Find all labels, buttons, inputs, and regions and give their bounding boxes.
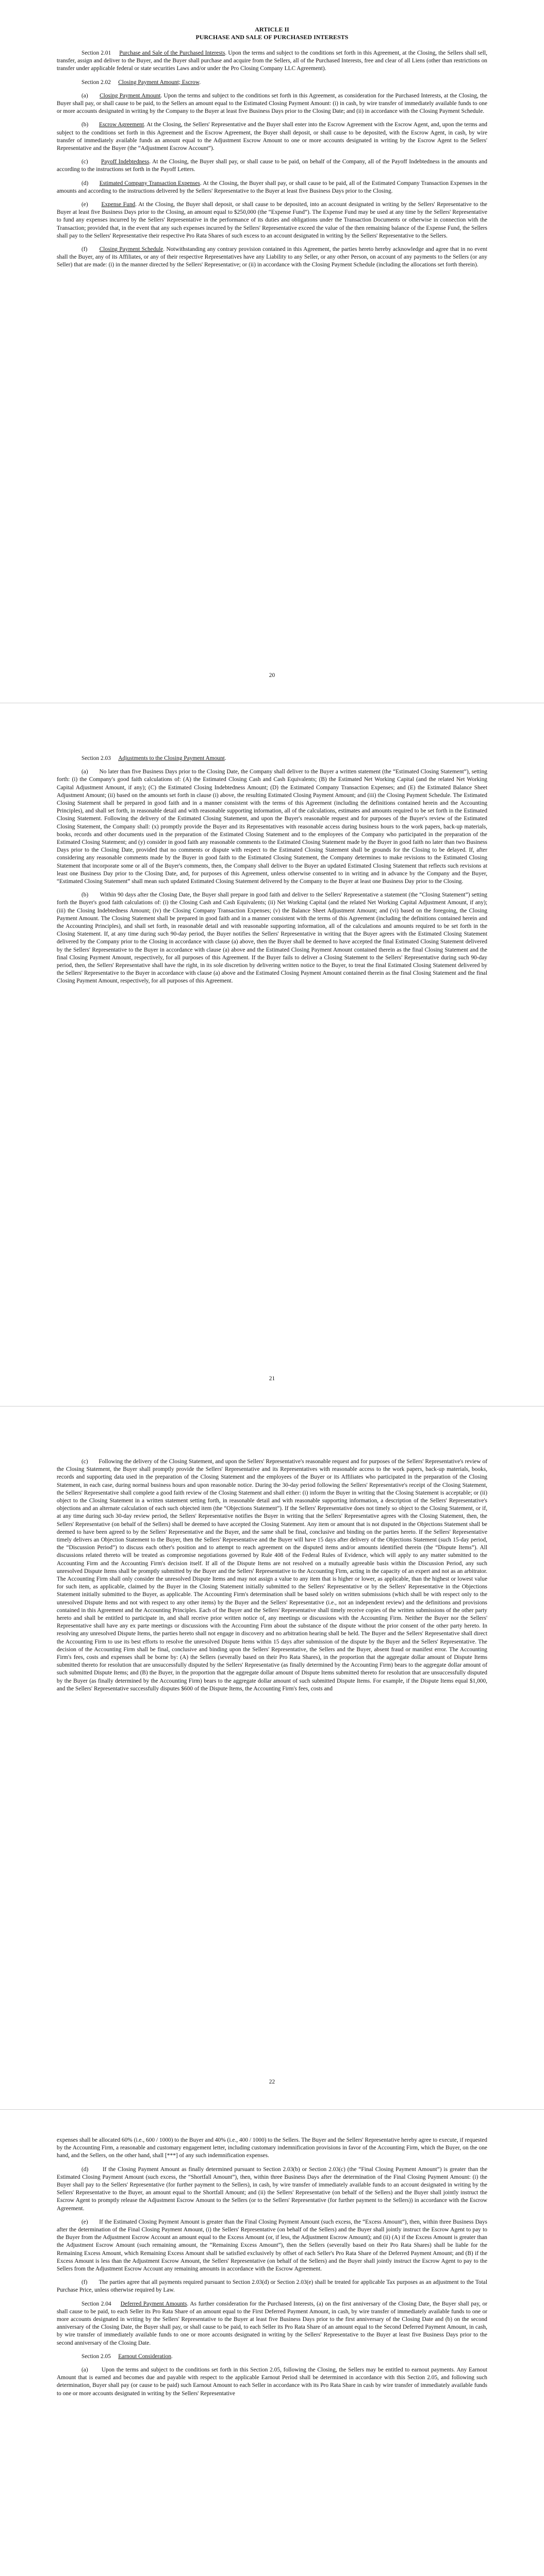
page-content <box>57 755 487 991</box>
section-title: Closing Payment Amount; Escrow <box>118 79 200 86</box>
section-number: Section 2.05 <box>81 2353 111 2360</box>
section-2-05: Section 2.05 Earnout Consideration. <box>81 2353 173 2360</box>
paragraph-label: (b) <box>81 892 89 899</box>
paragraph-2-02-c <box>57 158 487 174</box>
section-2-01 <box>57 49 487 73</box>
section-2-03: Section 2.03 Adjustments to the Closing Payment Amount. <box>81 755 226 761</box>
section-number: Section 2.01 <box>81 50 111 56</box>
paragraph-text: . At the Closing, the Buyer shall pay, or shall cause to be paid, on behalf of the Company, all of the Payoff Indebtedness in the amounts and according to the instructions set forth in the Payoff Letters. <box>57 159 487 173</box>
paragraph-label: (a) <box>81 92 88 99</box>
paragraph-title: Payoff Indebtedness <box>101 159 150 165</box>
paragraph-2-05-a <box>57 2366 487 2398</box>
paragraph-text: . At the Closing, the Sellers' Representative and the Buyer shall enter into the Escrow Agreement with the Escrow Agent, and, upon the terms and subject to the conditions set forth in this Agreement and the Escrow Agreement, the Buyer shall deposit, or shall cause to be deposited, with the Escrow Agent, in cash, by wire transfer of immediately available funds an amount equal to the Adjustment Escrow Amount to one or more accounts designated in writing by the Escrow Agent to the Sellers' Representative and the Buyer (the “Adjustment Escrow Account”). <box>57 122 488 152</box>
paragraph-2-02-f <box>57 246 487 269</box>
paragraph-label: (d) <box>81 2166 89 2173</box>
paragraph-2-03-f <box>57 2279 487 2294</box>
paragraph-2-03-c <box>57 1458 487 1693</box>
paragraph-label: (d) <box>81 180 89 187</box>
article-subtitle: PURCHASE AND SALE OF PURCHASED INTERESTS <box>195 33 349 41</box>
section-2-02: Section 2.02 Closing Payment Amount; Escrow. <box>81 79 201 86</box>
page-number: 20 <box>269 672 275 679</box>
paragraph-title: Closing Payment Schedule <box>99 246 163 253</box>
paragraph-text: . Upon the terms and subject to the conditions set forth in this Agreement, as consideration for the Purchased Interests, at the Closing, the Buyer shall pay, or shall cause to be paid, to the Sellers an amount equal to the Estimated Closing Payment Amount: (i) in cash, by wire transfer of immediately available funds to one or more accounts designated in writing by the Company to the Buyer at least five Business Days prior to the Closing Date; and (ii) in accordance with the Closing Payment Schedule. <box>57 92 487 115</box>
page-20 <box>0 0 544 703</box>
paragraph-label: (c) <box>81 159 88 165</box>
paragraph-label: (b) <box>81 122 89 128</box>
page-content <box>57 26 487 275</box>
paragraph-label: (e) <box>81 201 88 208</box>
section-number: Section 2.03 <box>81 755 111 761</box>
paragraph-label: (a) <box>81 2367 88 2374</box>
paragraph-text: The parties agree that all payments required pursuant to Section 2.03(d) or Section 2.03(e) shall be treated for applicable Tax purposes as an adjustment to the Total Purchase Price, unless otherwise required by Law. <box>57 2279 488 2294</box>
page-content <box>57 1458 487 1699</box>
paragraph-text: . At the Closing, the Buyer shall deposit, or shall cause to be deposited, into an account designated in writing by the Sellers' Representative to the Buyer at least five Business Days prior to the Closing, an amount equal to $250,000 (the “Expense Fund”). The Expense Fund may be used at any time by the Sellers' Representative to fund any expenses incurred by the Sellers' Representative in the performance of its duties and obligations under the Transaction Documents or otherwise in connection with the Transaction; provided that, in the event that any such expenses incurred by the Sellers' Representative exceed the value of the then remaining balance of the Expense Fund, the Sellers shall pay to the Sellers' Representative their respective Pro Rata Shares of such excess to an account designated in writing by the Sellers' Representative to the Sellers. <box>57 201 487 239</box>
paragraph-text: Upon the terms and subject to the conditions set forth in this Section 2.05, following the Closing, the Sellers may be entitled to earnout payments. Any Earnout Amount that is earned and becomes due and payable with respect to the applicable Earnout Period shall be determined in accordance with this Section 2.05, and following such determination, Buyer shall pay (or cause to be paid) such Earnout Amount to each Seller in accordance with its Pro Rata Share in cash by wire transfer of immediately available funds to one or more accounts designated in writing by the Sellers' Representative <box>57 2367 487 2397</box>
section-text: . Upon the terms and subject to the conditions set forth in this Agreement, at the Closing, the Sellers shall sell, transfer, assign and deliver to the Buyer, and the Buyer shall purchase and acquire from the Sellers, all of the Purchased Interests, free and clear of all Liens (other than restrictions on transfer under applicable federal or state securities Laws and/or under the Pro Closing Company LLC Agreement). <box>57 50 487 72</box>
paragraph-text: Following the delivery of the Closing Statement, and upon the Sellers' Representative's reasonable request and for purposes of the Sellers' Representative's review of the Closing Statement, the Buyer shall promptly provide the Sellers' Representative and its Representatives with reasonable access to the work papers, back-up materials, books, records and supporting data used in the preparation of the Closing Statement and the employees of the Buyer or its Affiliates who participated in the preparation of the Closing Statement, in each case, during normal business hours and upon reasonable notice. During the 30-day period following the Sellers' Representative's receipt of the Closing Statement, the Sellers' Representative shall complete a good faith review of the Closing Statement and shall either: (i) inform the Buyer in writing that the Closing Statement is acceptable; or (ii) object to the Closing Statement in a written statement setting forth, in reasonable detail and with reasonable supporting information, a description of the Sellers' Representative's objections and an alternate calculation of each such objected item (the “Objections Statement”). If the Sellers' Representative does not timely so object to the Closing Statement, or if, at any time during such 30-day review period, the Sellers' Representative notifies the Buyer in writing that the Sellers' Representative agrees with the Closing Statement, then, the Sellers' Representative (on behalf of the Sellers) shall be deemed to have accepted the Closing Statement. Any item or amount that is not disputed in the Objections Statement shall be deemed to have been agreed to by the Sellers' Representative and the Buyer, and the same shall be final, conclusive and binding on the parties hereto. If the Sellers' Representative timely delivers an Objection Statement to the Buyer, then the Sellers' Representative and the Buyer will have 15 days after delivery of the Objections Statement (such 15-day period, the “Discussion Period”) to discuss each other's position and to attempt to reach agreement on the disputed items and/or amounts identified therein (the “Dispute Items”). All discussions related thereto will be treated as compromise negotiations governed by Rule 408 of the Federal Rules of Evidence, which will apply to any matter submitted to the Accounting Firm and the Accounting Firm's decision itself. If all of the Dispute Items are not resolved on a mutually agreeable basis within the Discussion Period, any such unresolved Dispute Items shall be promptly submitted by the Buyer and the Sellers' Representative to the Accounting Firm, acting in the capacity of an expert and not as an arbitrator. The Accounting Firm shall only consider the unresolved Dispute Items and may not assign a value to any item that is higher or lower, as applicable, than the highest or lowest value for such item, as applicable, claimed by the Buyer in the Closing Statement initially submitted to the Sellers' Representative or by the Sellers' Representative in the Objections Statement initially submitted to the Buyer, as applicable. The Accounting Firm's determination shall be based solely on written submissions (which shall be with respect only to the unresolved Dispute Items and not with respect to any other items) by the Buyer and the Sellers' Representative (i.e., not an independent review) and the definitions and provisions contained in this Agreement and the Accounting Principles. Each of the Buyer and the Sellers' Representative shall timely receive copies of the written submissions of the other party hereto and shall be entitled to participate in, and shall receive prior written notice of, any meetings or discussions with the Accounting Firm. Neither the Buyer nor the Sellers' Representative shall have any ex parte meetings or discussions with the Accounting Firm about the substance of the dispute without the prior consent of the other party hereto. In resolving any unresolved Dispute Items, the parties hereto shall not engage in discovery and no arbitration hearing shall be held. The Buyer and the Sellers' Representative shall direct the Accounting Firm to use its best efforts to resolve the unresolved Dispute Items within 15 days after submission of the dispute by the Buyer and the Sellers' Representative. The decision of the Accounting Firm shall be final, conclusive and binding upon the Sellers' Representative, the Sellers and the Buyer, absent fraud or manifest error. The Accounting Firm's fees, costs and expenses shall be borne by: (A) the Sellers (severally based on their Pro Rata Shares), in the proportion that the aggregate dollar amount of Dispute Items submitted thereto for resolution that are unsuccessfully disputed by the Sellers' Representative (as finally determined by the Accounting Firm) bears to the aggregate dollar amount of such submitted Dispute Items; and (B) the Buyer, in the proportion that the aggregate dollar amount of Dispute Items submitted thereto for resolution that are unsuccessfully disputed by the Buyer (as finally determined by the Accounting Firm) bears to the aggregate dollar amount of such submitted Dispute Items. For example, if the Dispute Items equal $1,000, and the Sellers' Representative successfully disputes $600 of the Dispute Items, the Accounting Firm's fees, costs and <box>57 1459 487 1692</box>
paragraph-continuation: expenses shall be allocated 60% (i.e., 600 / 1000) to the Buyer and 40% (i.e., 400 / 1000) to the Sellers. The Buyer and the Sellers' Representative hereby agree to execute, if requested by the Accounting Firm, a reasonable and customary engagement letter, including customary indemnification provisions in favor of the Accounting Firm, which the Buyer, on the one hand, and the Sellers, on the other hand, shall [***] of any such indemnification expenses. <box>57 2137 487 2159</box>
paragraph-label: (f) <box>81 246 88 253</box>
paragraph-2-02-b <box>57 121 487 152</box>
section-number: Section 2.04 <box>81 2300 111 2307</box>
page-23 <box>0 2110 544 2576</box>
section-text: . As further consideration for the Purchased Interests, (a) on the first anniversary of the Closing Date, the Buyer shall pay, or shall cause to be paid, to each Seller its Pro Rata Share of an amount equal to the First Deferred Payment Amount, in cash, by wire transfer of immediately available funds to one or more accounts designated in writing by the Sellers' Representative to the Buyer at least five Business Days prior to the first anniversary of the Closing Date and (b) on the second anniversary of the Closing Date, the Buyer shall pay, or shall cause to be paid, to each Seller its Pro Rata Share of an amount equal to the Second Deferred Payment Amount, in cash, by wire transfer of immediately available funds to one or more accounts designated in writing by the Sellers' Representative to the Buyer at least five Business Days prior to the second anniversary of the Closing Date. <box>57 2300 487 2346</box>
paragraph-text: . At the Closing, the Buyer shall pay, or shall cause to be paid, all of the Estimated Company Transaction Expenses in the amounts and according to the instructions delivered by the Sellers' Representative to the Buyer at least five Business Days prior to the Closing. <box>57 180 487 194</box>
paragraph-text: . Notwithstanding any contrary provision contained in this Agreement, the parties hereto hereby acknowledge and agree that in no event shall the Buyer, any of its Affiliates, or any of their respective Representatives have any Liability to any Seller, or any other Person, on account of any payments to the Sellers (or any Seller) that are made: (i) in the manner directed by the Sellers' Representative; or (ii) in accordance with the Closing Payment Schedule (including the allocations set forth therein). <box>57 246 487 268</box>
section-title: Purchase and Sale of the Purchased Interests <box>119 50 225 56</box>
paragraph-title: Expense Fund <box>101 201 136 208</box>
paragraph-text: If the Closing Payment Amount as finally determined pursuant to Section 2.03(b) or Section 2.03(c) (the “Final Closing Payment Amount”) is greater than the Estimated Closing Payment Amount (such excess, the “Shortfall Amount”), then, within three Business Days after the determination of the Final Closing Payment Amount: (i) the Buyer shall pay to the Sellers' Representative (for further payment to the Sellers), in cash, by wire transfer of immediately available funds to an account designated in writing by the Sellers' Representative to the Buyer, an amount equal to the Shortfall Amount; and (ii) the Sellers' Representative (on behalf of the Sellers) and the Buyer shall jointly instruct the Escrow Agent to promptly release the Adjustment Escrow Amount to the Sellers (or to the Sellers' Representative (for further payment to the Sellers)) in accordance with the Escrow Agreement. <box>57 2166 487 2212</box>
paragraph-text: If the Estimated Closing Payment Amount is greater than the Final Closing Payment Amount (such excess, the “Excess Amount”), then, within three Business Days after the determination of the Final Closing Payment Amount, (i) the Sellers' Representative (on behalf of the Sellers) and the Buyer shall jointly instruct the Escrow Agent to pay to the Buyer from the Adjustment Escrow Account an amount equal to the Excess Amount (or, if less, the Adjustment Escrow Amount); and (ii) (A) if the Excess Amount is greater than the Adjustment Escrow Amount (such remaining amount, the “Remaining Excess Amount”), then the Sellers (severally based on their Pro Rata Shares) shall be liable for the Remaining Excess Amount, which Remaining Excess Amount shall be satisfied exclusively by offset of each Seller's Pro Rata Share of the Deferred Payment Amount; and (B) if the Excess Amount is less than the Adjustment Escrow Amount, the Sellers' Representative (on behalf of the Sellers) and the Buyer shall jointly instruct the Escrow Agent to pay to the Sellers from the Adjustment Escrow Account any remaining amounts in accordance with the Escrow Agreement. <box>57 2218 487 2273</box>
page-number: 22 <box>269 2079 275 2085</box>
paragraph-label: (a) <box>81 769 88 775</box>
paragraph-title: Closing Payment Amount <box>100 92 161 99</box>
paragraph-2-02-a <box>57 92 487 116</box>
paragraph-text: No later than five Business Days prior to the Closing Date, the Company shall deliver to the Buyer a written statement (the “Estimated Closing Statement”), setting forth: (i) the Company's good faith calculations of: (A) the Estimated Closing Cash and Cash Equivalents; (B) the Estimated Net Working Capital (and the related Net Working Capital Adjustment Amount, if any); (C) the Estimated Closing Indebtedness Amount; (D) the Estimated Company Transaction Expenses; and (E) the Estimated Balance Sheet Adjustment Amount; (ii) based on the amounts set forth in clause (i) above, the resulting Estimated Closing Payment Amount; and (iii) the Closing Payment Schedule. The Estimated Closing Statement shall be prepared in good faith and in a manner consistent with the terms of this Agreement (including the definitions contained herein and the Accounting Principles), and shall set forth, in reasonable detail and with reasonable supporting information, all of the calculations, estimates and amounts required to be set forth in the Estimated Closing Statement. Following the delivery of the Estimated Closing Statement, and upon the Buyer's reasonable request and for purposes of the Buyer's review of the Estimated Closing Statement, the Company shall: (x) promptly provide the Buyer and its Representatives with reasonable access during business hours to the work papers, back-up materials, books, records and other documents used in the preparation of the Estimated Closing Statement and to the employees of the Company who participated in the preparation of the Estimated Closing Statement; and (y) consider in good faith any reasonable comments to the Estimated Closing Statement made by the Buyer in good faith no later than two Business Days prior to the Closing Date, provided that no comments or dispute with respect to the Estimated Closing Statement shall be grounds for the Closing to be delayed. If, after considering any reasonable comments made by the Buyer in good faith to the Estimated Closing Statement, the Company determines to make revisions to the Estimated Closing Statement that incorporate some or all of the Buyer's comments, then, the Company shall deliver to the Buyer an updated Estimated Closing Statement that reflects such revisions at least one Business Day prior to the Closing Date, and, for purposes of this Agreement, unless otherwise consented to in writing and in advance by the Company and the Buyer, “Estimated Closing Statement” shall mean such updated Estimated Closing Statement delivered by the Company to the Buyer at least one Business Day prior to the Closing. <box>57 769 487 885</box>
section-title: Earnout Consideration <box>118 2353 172 2360</box>
section-title: Adjustments to the Closing Payment Amount <box>118 755 225 761</box>
page-number: 21 <box>269 1376 275 1382</box>
page-content <box>57 2137 487 2403</box>
section-2-04 <box>57 2300 487 2347</box>
paragraph-2-03-b <box>57 891 487 985</box>
page-21 <box>0 703 544 1406</box>
paragraph-title: Estimated Company Transaction Expenses <box>99 180 200 187</box>
paragraph-2-02-e <box>57 201 487 240</box>
section-title: Deferred Payment Amounts <box>120 2300 187 2307</box>
paragraph-label: (c) <box>81 1459 88 1465</box>
paragraph-2-03-e <box>57 2218 487 2273</box>
paragraph-title: Escrow Agreement <box>99 122 144 128</box>
paragraph-label: (f) <box>81 2279 88 2286</box>
paragraph-2-03-d <box>57 2166 487 2213</box>
section-number: Section 2.02 <box>81 79 111 86</box>
page-22 <box>0 1406 544 2110</box>
paragraph-2-03-a <box>57 768 487 886</box>
article-title: ARTICLE II <box>255 26 289 33</box>
paragraph-text: Within 90 days after the Closing Date, the Buyer shall prepare in good faith and deliver to the Sellers' Representative a statement (the “Closing Statement”) setting forth the Buyer's good faith calculations of: (i) the Closing Cash and Cash Equivalents; (ii) Net Working Capital (and the related Net Working Capital Adjustment Amount, if any); (iii) the Closing Indebtedness Amount; (iv) the Closing Company Transaction Expenses; (v) the Balance Sheet Adjustment Amount; and (vi) based on the foregoing, the Closing Payment Amount. The Closing Statement shall be prepared in good faith and in a manner consistent with the terms of this Agreement (including the definitions contained herein and the Accounting Principles), and shall set forth, in reasonable detail and with reasonable supporting information, all of the calculations and amounts required to be set forth in the Closing Statement. If, at any time during such 90-day period, the Buyer notifies the Sellers' Representative in writing that the Buyer agrees with the Estimated Closing Statement delivered by the Company prior to the Closing in accordance with clause (a) above, then the Buyer shall be deemed to have accepted the final Estimated Closing Statement delivered by the Sellers' Representative to the Buyer in accordance with clause (a) above and the Estimated Closing Payment Amount contained therein as the final Closing Statement and the final Closing Payment Amount, respectively, for all purposes of this Agreement. If the Buyer fails to deliver a Closing Statement to the Sellers' Representative during such 90-day period, then, the Sellers' Representative shall have the right, in its sole discretion by delivering written notice to the Buyer, to treat the final Estimated Closing Statement delivered by the Sellers' Representative to the Buyer in accordance with clause (a) above and the Estimated Closing Payment Amount contained therein as the final Closing Statement and the final Closing Payment Amount, respectively, for all purposes of this Agreement. <box>57 892 487 985</box>
paragraph-2-02-d <box>57 180 487 195</box>
paragraph-label: (e) <box>81 2218 88 2225</box>
